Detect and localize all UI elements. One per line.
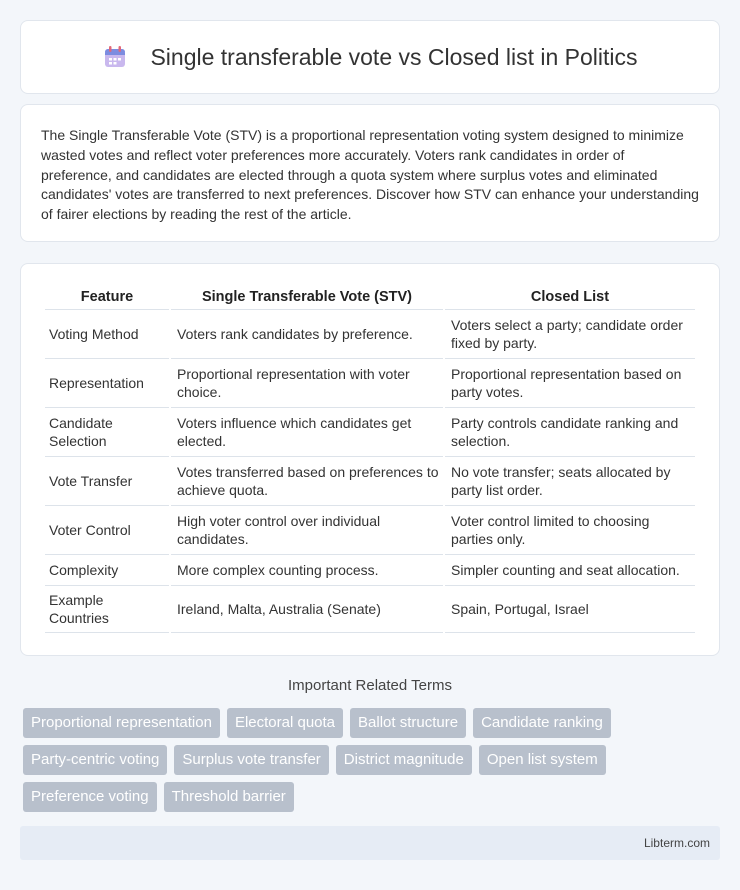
table-cell-closed-list: No vote transfer; seats allocated by party list order.	[445, 457, 695, 506]
table-cell-feature: Example Countries	[45, 586, 169, 633]
table-cell-stv: Voters influence which candidates get elected.	[171, 408, 443, 457]
table-cell-stv: High voter control over individual candidates.	[171, 506, 443, 555]
table-cell-stv: Proportional representation with voter choice.	[171, 359, 443, 408]
comparison-table	[43, 284, 697, 633]
table-cell-stv: More complex counting process.	[171, 555, 443, 586]
related-term-tag[interactable]: Open list system	[479, 745, 606, 775]
related-term-tag[interactable]: District magnitude	[336, 745, 472, 775]
column-header-feature: Feature	[45, 284, 169, 310]
table-row	[45, 506, 695, 555]
related-terms-title: Important Related Terms	[288, 677, 452, 694]
table-row	[45, 310, 695, 359]
related-term-tag[interactable]: Surplus vote transfer	[174, 745, 328, 775]
table-cell-closed-list: Simpler counting and seat allocation.	[445, 555, 695, 586]
comparison-table-card	[20, 263, 720, 656]
table-cell-stv: Votes transferred based on preferences to achieve quota.	[171, 457, 443, 506]
table-cell-feature: Voting Method	[45, 310, 169, 359]
footer	[20, 826, 720, 860]
table-header-row	[45, 284, 695, 310]
related-term-tag[interactable]: Threshold barrier	[164, 782, 294, 812]
table-cell-stv: Voters rank candidates by preference.	[171, 310, 443, 359]
table-row	[45, 555, 695, 586]
related-term-tag[interactable]: Electoral quota	[227, 708, 343, 738]
table-cell-feature: Voter Control	[45, 506, 169, 555]
table-row	[45, 408, 695, 457]
table-cell-feature: Candidate Selection	[45, 408, 169, 457]
header-card	[20, 20, 720, 94]
related-term-tag[interactable]: Candidate ranking	[473, 708, 611, 738]
table-cell-stv: Ireland, Malta, Australia (Senate)	[171, 586, 443, 633]
table-row	[45, 359, 695, 408]
table-cell-feature: Vote Transfer	[45, 457, 169, 506]
intro-card	[20, 104, 720, 242]
table-row	[45, 457, 695, 506]
table-cell-closed-list: Voters select a party; candidate order fixed by party.	[445, 310, 695, 359]
page-title: Single transferable vote vs Closed list in Politics	[150, 43, 638, 70]
related-term-tag[interactable]: Party-centric voting	[23, 745, 167, 775]
column-header-stv: Single Transferable Vote (STV)	[171, 284, 443, 310]
column-header-closed-list: Closed List	[445, 284, 695, 310]
intro-text: The Single Transferable Vote (STV) is a proportional representation voting system designed to minimize wasted votes and reflect voter preferences more accurately. Voters rank candidates in order of preference, and candidates are elected through a quota system where surplus votes and eliminated candidates' votes are transferred to next preferences. Discover how STV can enhance your understanding of fairer elections by reading the rest of the article.	[41, 127, 699, 223]
table-row	[45, 586, 695, 633]
table-cell-feature: Representation	[45, 359, 169, 408]
table-cell-feature: Complexity	[45, 555, 169, 586]
related-term-tag[interactable]: Proportional representation	[23, 708, 220, 738]
related-term-tag[interactable]: Ballot structure	[350, 708, 466, 738]
footer-site-link[interactable]: Libterm.com	[643, 836, 710, 850]
table-cell-closed-list: Spain, Portugal, Israel	[445, 586, 695, 633]
table-cell-closed-list: Voter control limited to choosing parties only.	[445, 506, 695, 555]
calendar-icon	[102, 44, 128, 70]
related-terms-tags	[23, 708, 723, 812]
related-term-tag[interactable]: Preference voting	[23, 782, 157, 812]
table-cell-closed-list: Party controls candidate ranking and selection.	[445, 408, 695, 457]
table-cell-closed-list: Proportional representation based on party votes.	[445, 359, 695, 408]
